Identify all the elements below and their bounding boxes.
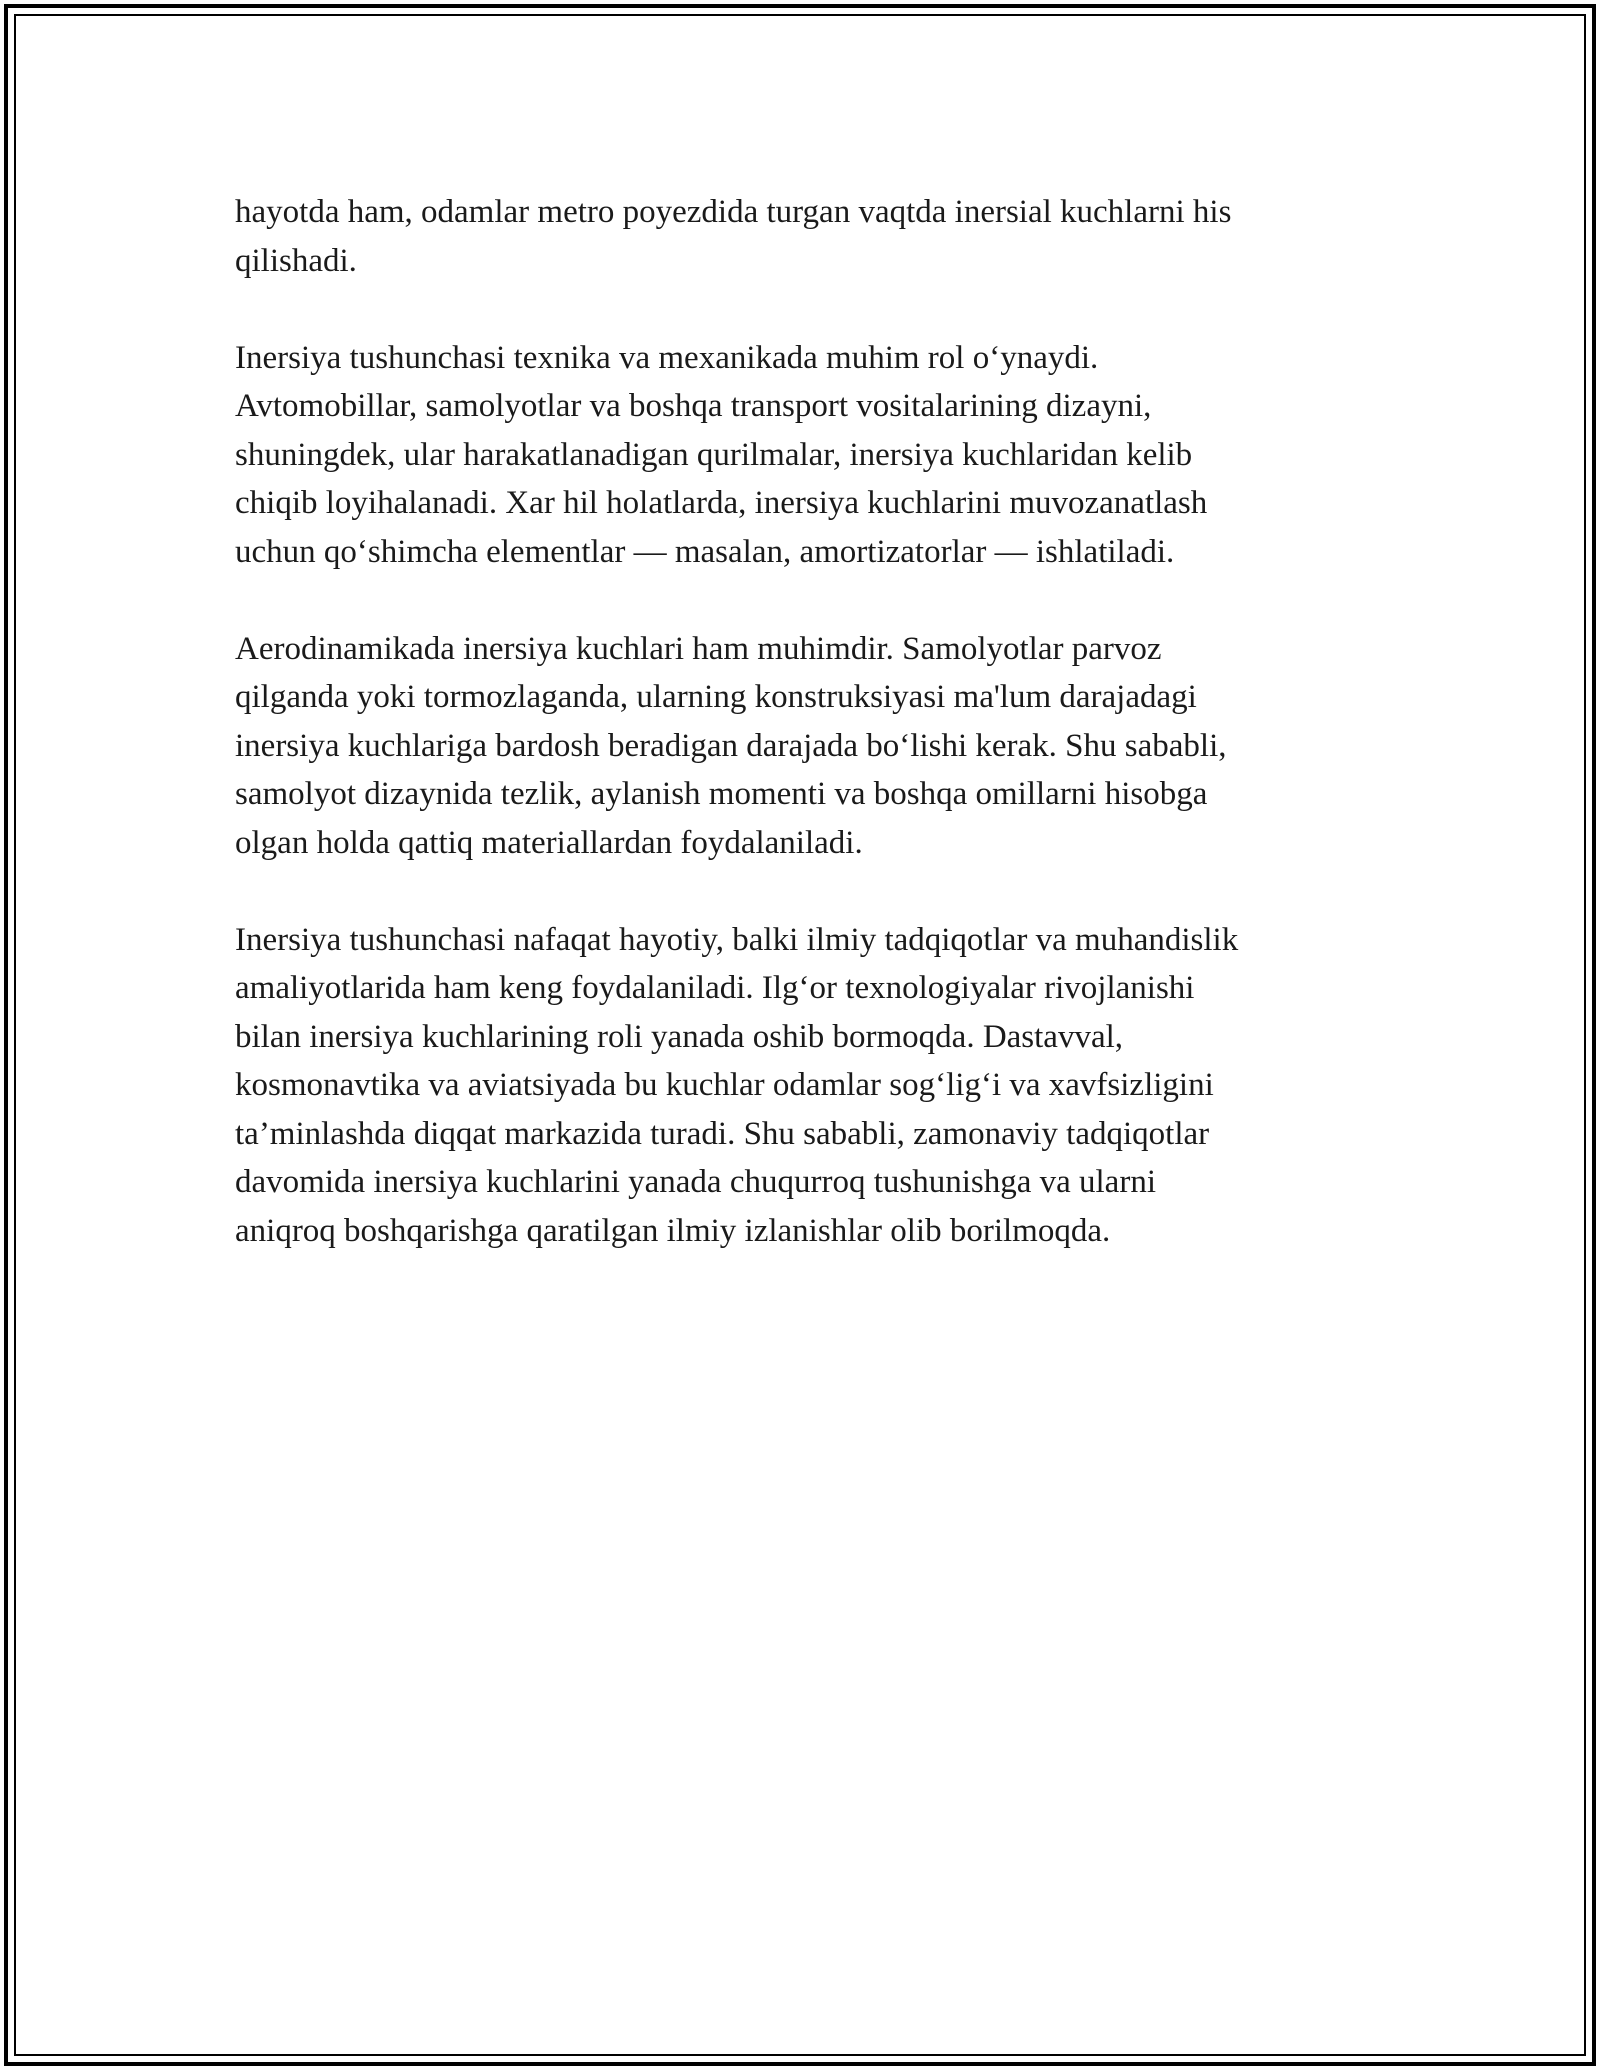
- paragraph-1: [235, 188, 1385, 285]
- text-line: Avtomobillar, samolyotlar va boshqa transport vositalarining dizayni,: [235, 388, 1152, 424]
- text-line: Inersiya tushunchasi texnika va mexanikada muhim rol o‘ynaydi.: [235, 339, 1099, 376]
- text-line: uchun qo‘shimcha elementlar — masalan, amortizatorlar — ishlatiladi.: [235, 533, 1175, 570]
- text-line: qilganda yoki tormozlaganda, ularning konstruksiyasi ma'lum darajadagi: [235, 679, 1197, 715]
- paragraph-4: [235, 916, 1385, 1256]
- text-line: qilishadi.: [235, 242, 357, 279]
- paragraph-3: [235, 625, 1385, 868]
- text-line: aniqroq boshqarishga qaratilgan ilmiy izlanishlar olib borilmoqda.: [235, 1212, 1111, 1249]
- text-line: Inersiya tushunchasi nafaqat hayotiy, balki ilmiy tadqiqotlar va muhandislik: [235, 921, 1239, 958]
- paragraph-2: [235, 334, 1385, 577]
- text-line: ta’minlashda diqqat markazida turadi. Shu sababli, zamonaviy tadqiqotlar: [235, 1115, 1210, 1152]
- text-line: chiqib loyihalanadi. Xar hil holatlarda, inersiya kuchlarini muvozanatlash: [235, 485, 1208, 521]
- text-line: olgan holda qattiq materiallardan foydalaniladi.: [235, 824, 863, 861]
- text-line: bilan inersiya kuchlarining roli yanada oshib bormoqda. Dastavval,: [235, 1018, 1124, 1055]
- text-line: inersiya kuchlariga bardosh beradigan darajada bo‘lishi kerak. Shu sababli,: [235, 727, 1227, 764]
- text-line: samolyot dizaynida tezlik, aylanish momenti va boshqa omillarni hisobga: [235, 776, 1208, 812]
- text-line: hayotda ham, odamlar metro poyezdida turgan vaqtda inersial kuchlarni his: [235, 194, 1232, 230]
- text-line: Aerodinamikada inersiya kuchlari ham muhimdir. Samolyotlar parvoz: [235, 630, 1162, 667]
- document-body: [235, 188, 1385, 1304]
- text-line: amaliyotlarida ham keng foydalaniladi. Ilg‘or texnologiyalar rivojlanishi: [235, 970, 1195, 1006]
- text-line: kosmonavtika va aviatsiyada bu kuchlar odamlar sog‘lig‘i va xavfsizligini: [235, 1067, 1214, 1103]
- text-line: shuningdek, ular harakatlanadigan qurilmalar, inersiya kuchlaridan kelib: [235, 436, 1193, 473]
- text-line: davomida inersiya kuchlarini yanada chuqurroq tushunishga va ularni: [235, 1164, 1156, 1200]
